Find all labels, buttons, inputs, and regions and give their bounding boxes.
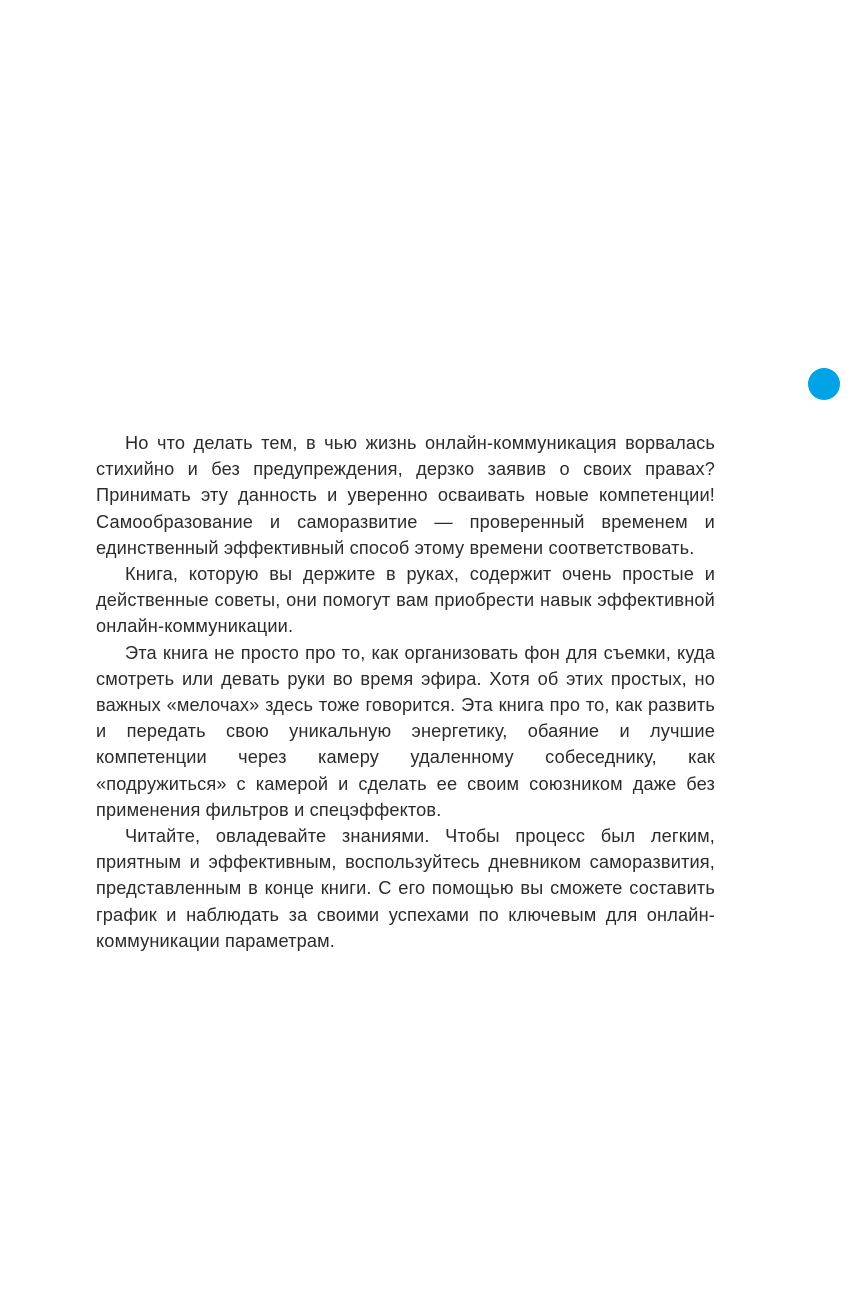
paragraph-4: Читайте, овладевайте знаниями. Чтобы процесс был легким, приятным и эффективным, воспользуйтесь дневником саморазвития, представленным в конце книги. С его помощью вы сможете составить график и наблюдать за своими успехами по ключевым для онлайн-коммуникации параметрам. <box>96 826 715 951</box>
paragraph-3: Эта книга не просто про то, как организовать фон для съемки, куда смотреть или девать руки во время эфира. Хотя об этих простых, но важных «мелочах» здесь тоже говорится. Эта книга про то, как развить и передать свою уникальную энергетику, обаяние и лучшие компетенции через камеру удаленному собеседнику, как «подружиться» с камерой и сделать ее своим союзником даже без применения фильтров и спецэффектов. <box>96 642 715 820</box>
paragraph-2: Книга, которую вы держите в руках, содержит очень простые и действенные советы, они помогут вам приобрести навык эффективной онлайн-коммуникации. <box>96 564 715 637</box>
body-text <box>96 430 715 954</box>
blue-dot-marker <box>808 368 840 400</box>
paragraph-1: Но что делать тем, в чью жизнь онлайн-коммуникация ворвалась стихийно и без предупреждения, дерзко заявив о своих правах? Принимать эту данность и уверенно осваивать новые компетенции! Самообразование и саморазвитие — проверенный временем и единственный эффективный способ этому времени соответствовать. <box>96 433 715 558</box>
